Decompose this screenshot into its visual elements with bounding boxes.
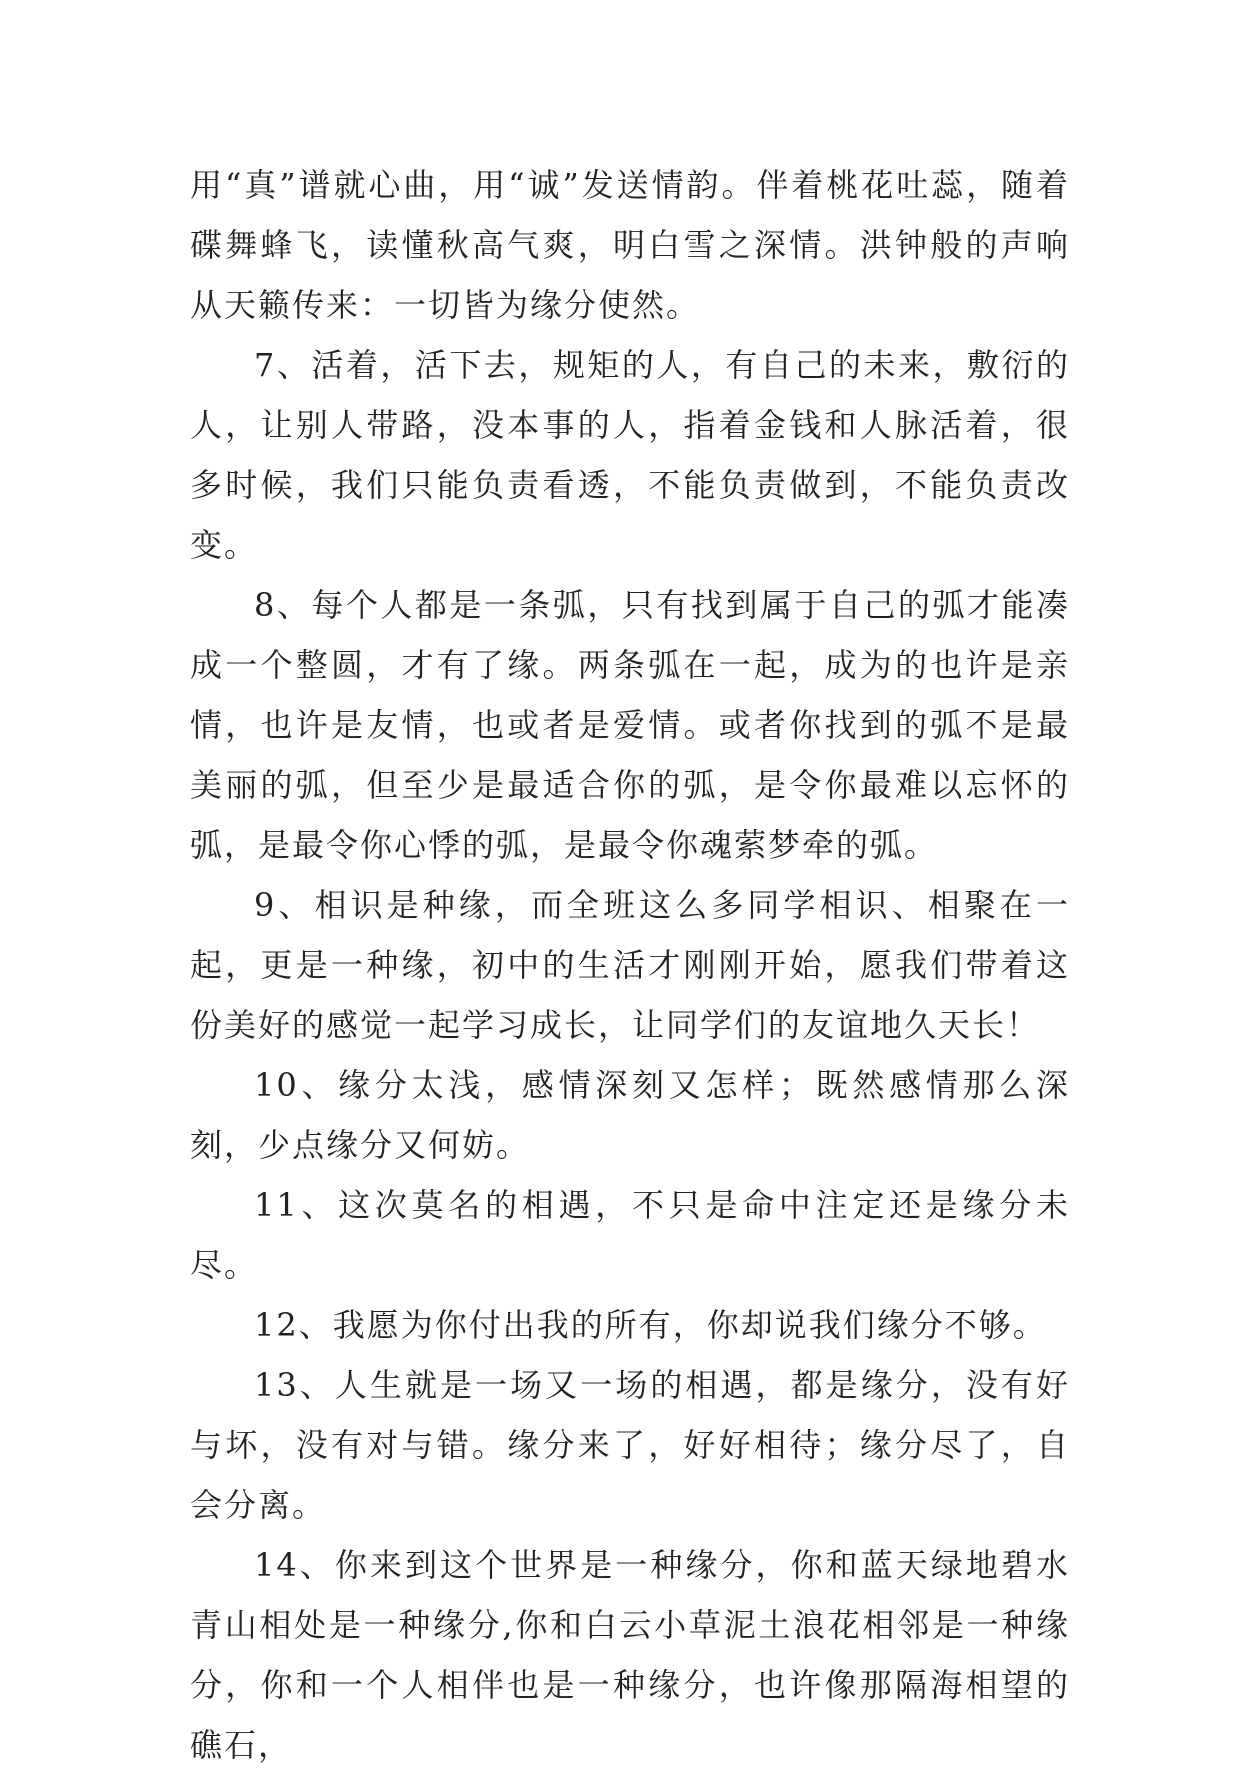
paragraph-item-14: 14、你来到这个世界是一种缘分，你和蓝天绿地碧水青山相处是一种缘分,你和白云小草泥土浪花相邻是一种缘分，你和一个人相伴也是一种缘分，也许像那隔海相望的礁石， [190, 1546, 1070, 1764]
paragraph-item-8: 8、每个人都是一条弧，只有找到属于自己的弧才能凑成一个整圆，才有了缘。两条弧在一起，成为的也许是亲情，也许是友情，也或者是爱情。或者你找到的弧不是最美丽的弧，但至少是最适合你的弧，是令你最难以忘怀的弧，是最令你心悸的弧，是最令你魂萦梦牵的弧。 [190, 586, 1070, 864]
paragraph-item-7: 7、活着，活下去，规矩的人，有自己的未来，敷衍的人，让别人带路，没本事的人，指着金钱和人脉活着，很多时候，我们只能负责看透，不能负责做到，不能负责改变。 [190, 346, 1070, 564]
document-body [190, 155, 1070, 1775]
paragraph-item-12: 12、我愿为你付出我的所有，你却说我们缘分不够。 [254, 1306, 1047, 1344]
paragraph-item-13: 13、人生就是一场又一场的相遇，都是缘分，没有好与坏，没有对与错。缘分来了，好好相待；缘分尽了，自会分离。 [190, 1366, 1070, 1524]
paragraph-item-9: 9、相识是种缘，而全班这么多同学相识、相聚在一起，更是一种缘，初中的生活才刚刚开始，愿我们带着这份美好的感觉一起学习成长，让同学们的友谊地久天长！ [190, 886, 1070, 1044]
paragraph-item-11: 11、这次莫名的相遇，不只是命中注定还是缘分未尽。 [190, 1186, 1070, 1284]
paragraph-continuation: 用“真”谱就心曲，用“诚”发送情韵。伴着桃花吐蕊，随着碟舞蜂飞，读懂秋高气爽，明白雪之深情。洪钟般的声响从天籁传来：一切皆为缘分使然。 [190, 166, 1070, 324]
paragraph-item-10: 10、缘分太浅，感情深刻又怎样；既然感情那么深刻，少点缘分又何妨。 [190, 1066, 1070, 1164]
